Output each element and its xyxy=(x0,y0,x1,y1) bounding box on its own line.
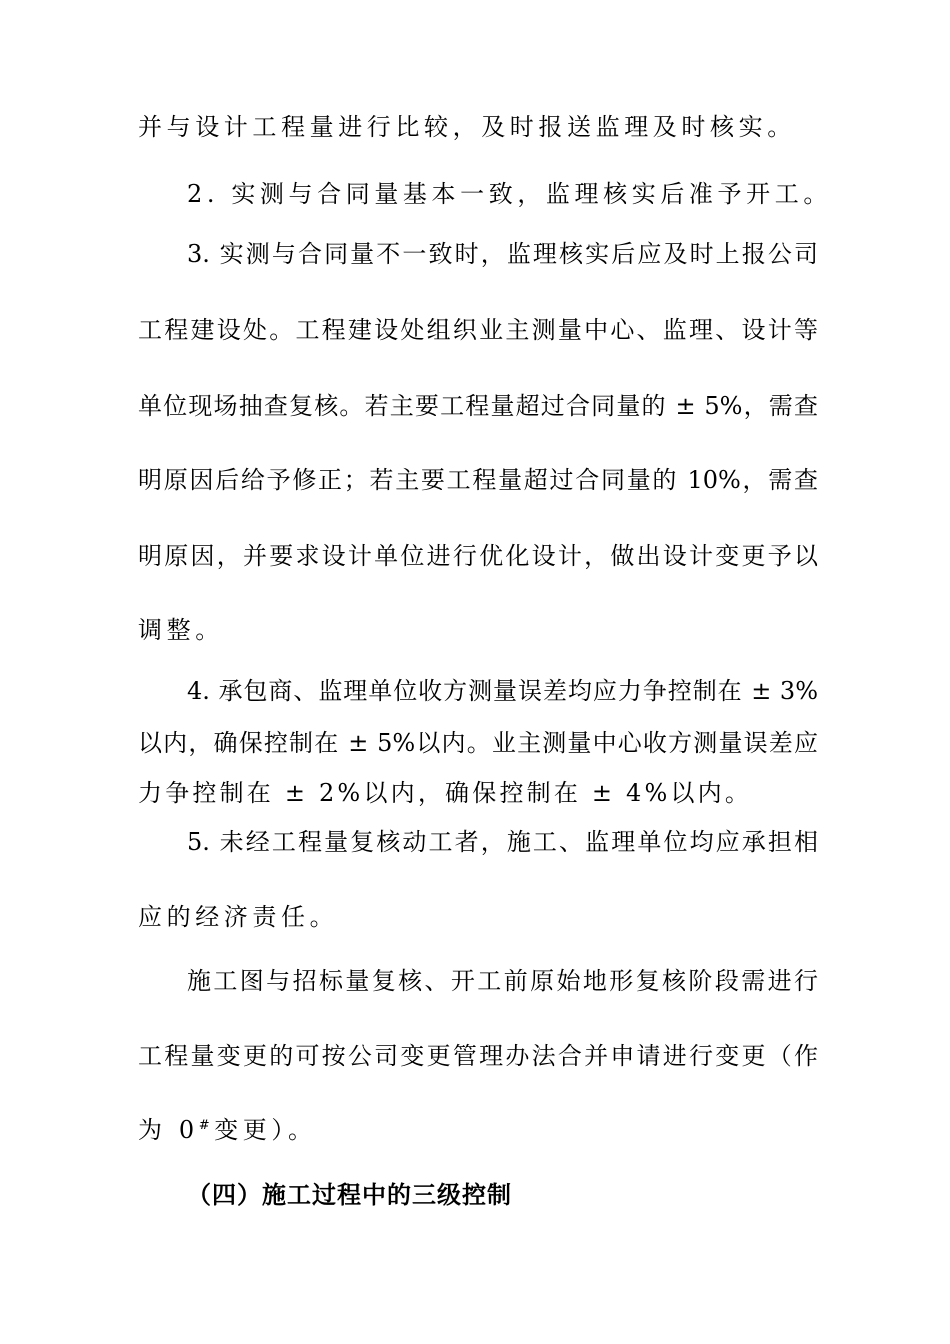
paragraph-line: 力争控制在 ± 2%以内，确保控制在 ± 4%以内。 xyxy=(138,779,753,807)
section-heading: （四）施工过程中的三级控制 xyxy=(187,1181,512,1209)
paragraph-line: 以内，确保控制在 ± 5%以内。业主测量中心收方测量误差应 xyxy=(138,729,818,757)
paragraph-line: 3. 实测与合同量不一致时，监理核实后应及时上报公司 xyxy=(187,240,818,268)
paragraph-line: 并与设计工程量进行比较，及时报送监理及时核实。 xyxy=(138,113,796,141)
paragraph-line: 调整。 xyxy=(138,616,224,644)
paragraph-line: 工程量变更的可按公司变更管理办法合并申请进行变更（作 xyxy=(138,1042,818,1070)
line-text: 变更）。 xyxy=(214,1116,317,1144)
paragraph-line: 4. 承包商、监理单位收方测量误差均应力争控制在 ± 3% xyxy=(187,677,818,705)
paragraph-line xyxy=(138,1113,818,1147)
line-text: 为 0 xyxy=(138,1116,199,1144)
paragraph-line: 工程建设处。工程建设处组织业主测量中心、监理、设计等 xyxy=(138,316,818,344)
superscript-hash: # xyxy=(198,1118,215,1133)
paragraph-line: 2. 实测与合同量基本一致，监理核实后准予开工。 xyxy=(187,180,832,208)
paragraph-line: 应的经济责任。 xyxy=(138,903,339,931)
paragraph-line: 施工图与招标量复核、开工前原始地形复核阶段需进行 xyxy=(187,967,818,995)
paragraph-line: 单位现场抽查复核。若主要工程量超过合同量的 ± 5%，需查 xyxy=(138,392,818,420)
paragraph-line: 明原因，并要求设计单位进行优化设计，做出设计变更予以 xyxy=(138,542,818,570)
paragraph-line: 明原因后给予修正；若主要工程量超过合同量的 10%，需查 xyxy=(138,466,818,494)
paragraph-line: 5. 未经工程量复核动工者，施工、监理单位均应承担相 xyxy=(187,828,818,856)
